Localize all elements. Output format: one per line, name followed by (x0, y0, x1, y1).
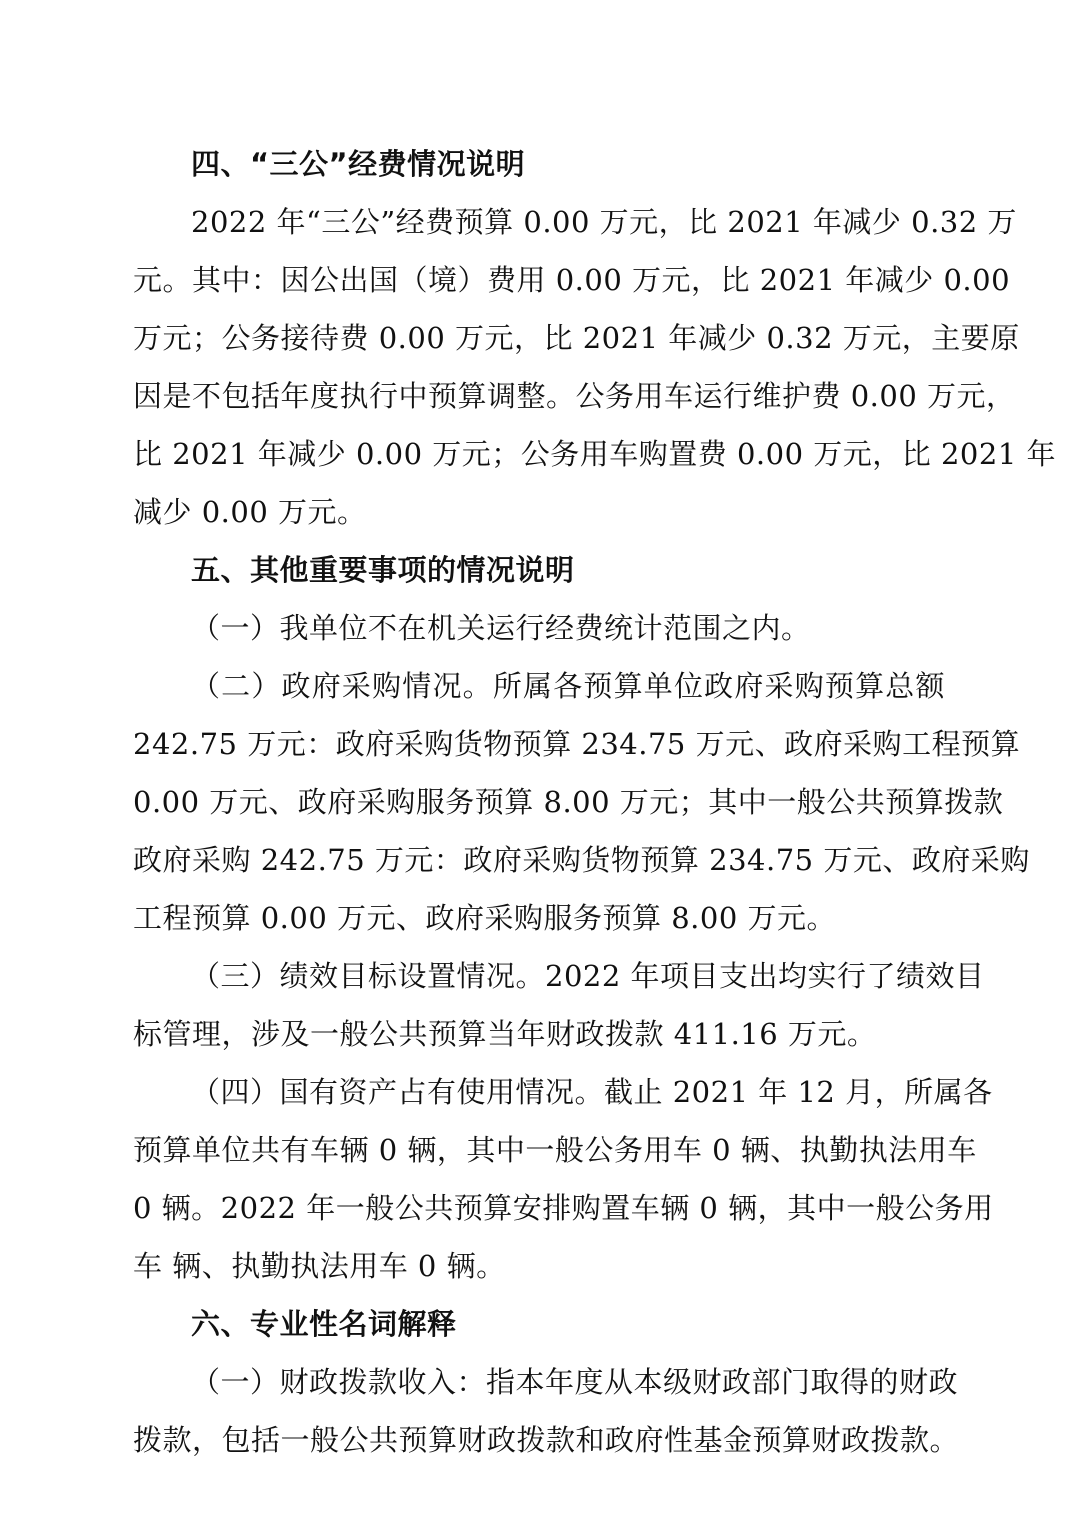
paragraph-line: 0 辆。2022 年一般公共预算安排购置车辆 0 辆，其中一般公务用 (133, 1191, 994, 1225)
paragraph (133, 193, 1056, 541)
paragraph-line: （一）财政拨款收入：指本年度从本级财政部门取得的财政 (191, 1365, 959, 1399)
paragraph-line: （四）国有资产占有使用情况。截止 2021 年 12 月，所属各 (191, 1075, 993, 1109)
paragraph (133, 947, 985, 1063)
paragraph-line: 因是不包括年度执行中预算调整。公务用车运行维护费 0.00 万元， (133, 379, 1016, 413)
paragraph-line: （一）我单位不在机关运行经费统计范围之内。 (191, 611, 811, 645)
paragraph (133, 599, 945, 657)
section-5 (133, 541, 1030, 1295)
paragraph-line: 标管理，涉及一般公共预算当年财政拨款 411.16 万元。 (133, 1017, 877, 1051)
paragraph (133, 1063, 994, 1295)
section-4 (133, 135, 1056, 541)
paragraph-line: 工程预算 0.00 万元、政府采购服务预算 8.00 万元。 (133, 901, 837, 935)
section-heading: 五、其他重要事项的情况说明 (191, 553, 575, 587)
section-heading: 四、“三公”经费情况说明 (191, 147, 526, 181)
section-heading: 六、专业性名词解释 (191, 1307, 457, 1341)
paragraph-line: 预算单位共有车辆 0 辆，其中一般公务用车 0 辆、执勤执法用车 (133, 1133, 977, 1167)
paragraph-line: 车 辆、执勤执法用车 0 辆。 (133, 1249, 506, 1283)
paragraph-line: 减少 0.00 万元。 (133, 495, 367, 529)
paragraph-line: 比 2021 年减少 0.00 万元；公务用车购置费 0.00 万元，比 2021 年 (133, 437, 1056, 471)
paragraph-line: 政府采购 242.75 万元：政府采购货物预算 234.75 万元、政府采购 (133, 843, 1030, 877)
paragraph (133, 1353, 960, 1469)
document-page (133, 135, 1056, 1469)
paragraph-line: （三）绩效目标设置情况。2022 年项目支出均实行了绩效目 (191, 959, 985, 993)
paragraph-line: 242.75 万元：政府采购货物预算 234.75 万元、政府采购工程预算 (133, 727, 1021, 761)
paragraph (133, 657, 1030, 947)
paragraph-line: 万元；公务接待费 0.00 万元，比 2021 年减少 0.32 万元，主要原 (133, 321, 1020, 355)
paragraph-line: 0.00 万元、政府采购服务预算 8.00 万元；其中一般公共预算拨款 (133, 785, 1004, 819)
paragraph-line: （二）政府采购情况。所属各预算单位政府采购预算总额 (191, 669, 945, 703)
paragraph-line: 拨款，包括一般公共预算财政拨款和政府性基金预算财政拨款。 (133, 1423, 960, 1457)
paragraph-line: 2022 年“三公”经费预算 0.00 万元，比 2021 年减少 0.32 万 (191, 205, 1017, 239)
section-6 (133, 1295, 960, 1469)
paragraph-line: 元。其中：因公出国（境）费用 0.00 万元，比 2021 年减少 0.00 (133, 263, 1011, 297)
